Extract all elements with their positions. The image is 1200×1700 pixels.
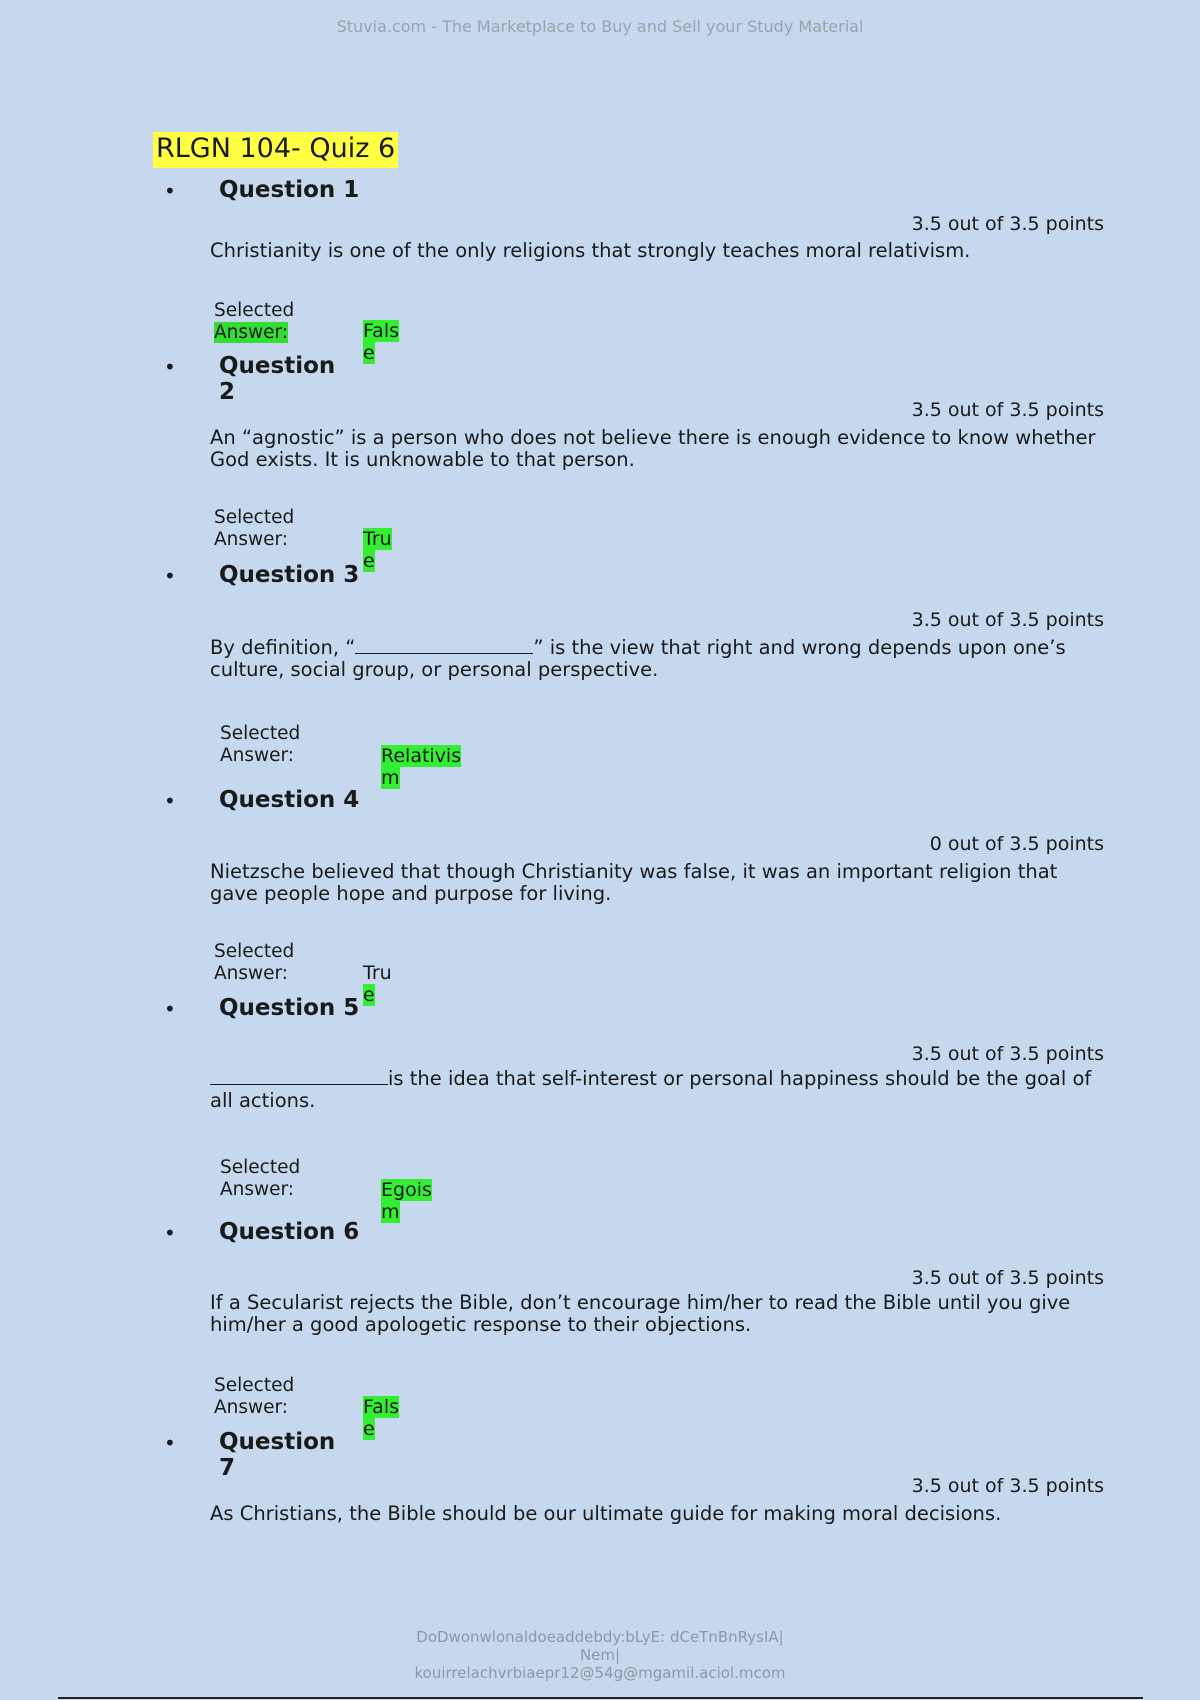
- points: 3.5 out of 3.5 points: [911, 213, 1104, 235]
- question-text-end: ” is the view that right and wrong depends upon one’s culture, social group, or personal perspective.: [210, 636, 1066, 681]
- points: 3.5 out of 3.5 points: [911, 399, 1104, 421]
- question-text: [210, 637, 1110, 681]
- bullet: •: [164, 1431, 176, 1455]
- bullet: •: [164, 355, 176, 379]
- question-title: Question 6: [219, 1219, 360, 1245]
- selected-answer-label: [220, 723, 320, 767]
- bullet: •: [164, 1221, 176, 1245]
- bullet: •: [164, 997, 176, 1021]
- selected-label-line2: Answer:: [214, 963, 289, 984]
- selected-answer-label: [220, 1157, 320, 1201]
- answer-part-1: Fals: [363, 320, 400, 342]
- answer-part-1: Egois: [381, 1179, 432, 1201]
- question-text: Nietzsche believed that though Christianity was false, it was an important religion that gave people hope and purpose for living.: [210, 860, 1058, 905]
- selected-answer: [363, 320, 399, 364]
- answer-part-1: Relativis: [381, 745, 462, 767]
- question-title: Question 7: [219, 1429, 336, 1481]
- watermark-footer-line-1: DoDwonwlonaldoeaddebdy:bLyE: dCeTnBnRysIA|: [416, 1628, 784, 1646]
- question-text: [210, 1068, 1110, 1112]
- bullet: •: [164, 789, 176, 813]
- selected-label-line2: Answer:: [220, 745, 295, 766]
- page-title: RLGN 104- Quiz 6: [153, 132, 398, 168]
- selected-label-line1: Selected: [220, 1157, 301, 1178]
- answer-part-2: e: [363, 342, 375, 364]
- answer-part-2: m: [381, 1201, 400, 1223]
- bullet: •: [164, 179, 176, 203]
- answer-part-2: m: [381, 767, 400, 789]
- points: 0 out of 3.5 points: [929, 833, 1104, 855]
- points: 3.5 out of 3.5 points: [911, 1043, 1104, 1065]
- selected-label-line2: Answer:: [214, 529, 289, 550]
- selected-label-line1: Selected: [214, 507, 295, 528]
- selected-label-line1: Selected: [214, 1375, 295, 1396]
- question-text: As Christians, the Bible should be our ultimate guide for making moral decisions.: [210, 1502, 1002, 1525]
- question-title: Question 2: [219, 353, 336, 405]
- question-text-end: is the idea that self-interest or personal happiness should be the goal of all actions.: [210, 1067, 1092, 1112]
- points: 3.5 out of 3.5 points: [911, 1267, 1104, 1289]
- points: 3.5 out of 3.5 points: [911, 609, 1104, 631]
- selected-answer: [381, 1179, 432, 1223]
- question-text-start: By definition, “: [210, 636, 356, 659]
- selected-label-line1: Selected: [214, 300, 295, 321]
- selected-answer: [363, 1396, 399, 1440]
- selected-answer-label: [214, 941, 314, 985]
- selected-label-line2: Answer:: [220, 1179, 295, 1200]
- bullet: •: [164, 564, 176, 588]
- selected-label-line1: Selected: [220, 723, 301, 744]
- fill-in-blank: [210, 1068, 388, 1085]
- watermark-footer: [0, 1628, 1200, 1682]
- question-title: Question 5: [219, 995, 360, 1021]
- selected-label-line2: Answer:: [214, 322, 289, 343]
- question-title: Question 3: [219, 562, 360, 588]
- answer-part-2: e: [363, 984, 375, 1006]
- selected-answer: [363, 962, 392, 1006]
- selected-label-line2: Answer:: [214, 1397, 289, 1418]
- question-title: Question 1: [219, 177, 360, 203]
- selected-answer-label: [214, 300, 314, 344]
- watermark-footer-line-2: Nem|: [579, 1646, 621, 1664]
- fill-in-blank: [355, 637, 533, 654]
- selected-answer-label: [214, 1375, 314, 1419]
- watermark-footer-line-3: kouirrelachvrbiaepr12@54g@mgamil.aciol.mcom: [414, 1664, 786, 1682]
- question-text: Christianity is one of the only religions that strongly teaches moral relativism.: [210, 239, 971, 262]
- question-text: If a Secularist rejects the Bible, don’t encourage him/her to read the Bible until you give him/her a good apologetic response to their objections.: [210, 1291, 1071, 1336]
- selected-answer-label: [214, 507, 314, 551]
- selected-answer: [381, 745, 461, 789]
- answer-part-2: e: [363, 550, 375, 572]
- answer-part-1: Fals: [363, 1396, 400, 1418]
- points: 3.5 out of 3.5 points: [911, 1475, 1104, 1497]
- question-text: An “agnostic” is a person who does not believe there is enough evidence to know whether God exists. It is unknowable to that person.: [210, 426, 1096, 471]
- question-title: Question 4: [219, 787, 360, 813]
- answer-part-1: Tru: [363, 528, 392, 550]
- selected-answer: [363, 528, 392, 572]
- answer-part-2: e: [363, 1418, 375, 1440]
- watermark-header: Stuvia.com - The Marketplace to Buy and Sell your Study Material: [336, 17, 864, 36]
- answer-part-1: Tru: [363, 962, 392, 984]
- selected-label-line1: Selected: [214, 941, 295, 962]
- page-bottom-rule: [58, 1697, 1143, 1699]
